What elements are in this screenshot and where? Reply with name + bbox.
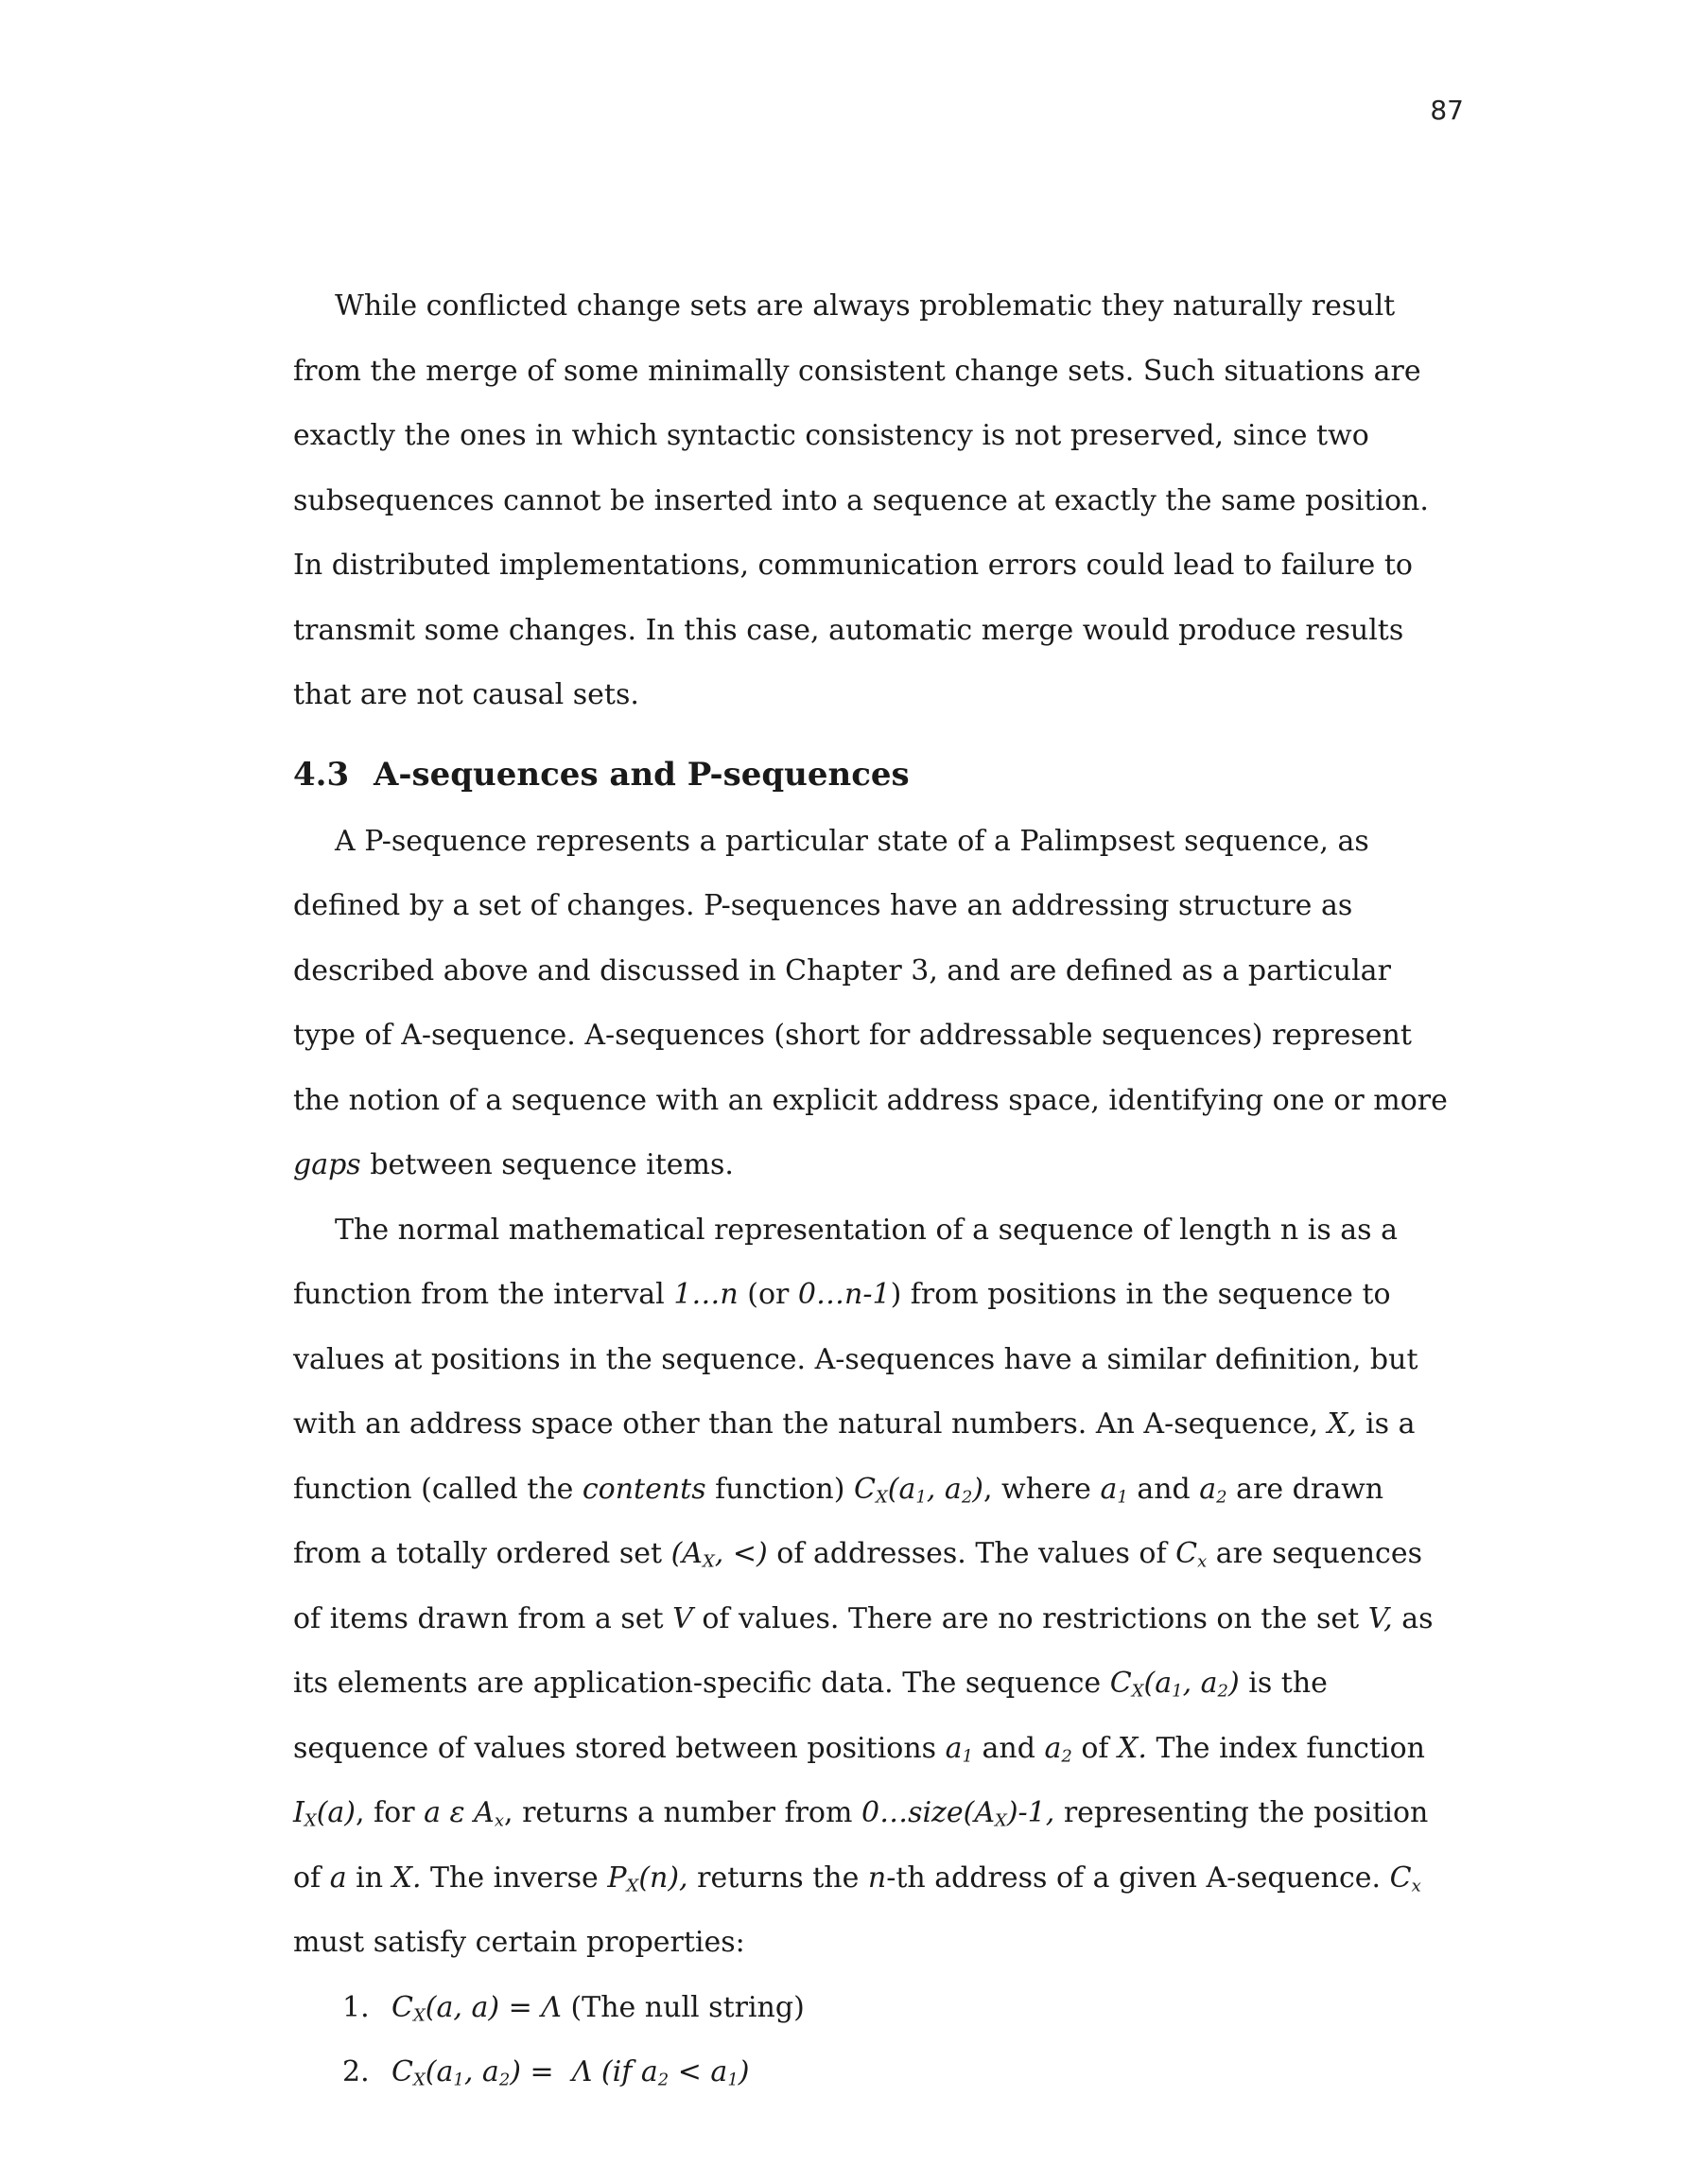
contents-function: $C_X(a_1$, $a_2$) bbox=[854, 1472, 983, 1507]
index-function: $I_X(a)$ bbox=[293, 1796, 356, 1831]
paragraph-p-sequence-definition: A P-sequence represents a particular state of a Palimpsest sequence, as defined by a set of changes. P-sequences have an addressing structure as described above and discussed in Chapter 3, and are defined as a particular type of A-sequence. A-sequences (short for addressable sequences) represent the notion of a sequence with an explicit address space, identifying one or more gaps between sequence items. bbox=[293, 824, 1448, 1181]
page-number: 87 bbox=[1430, 95, 1464, 126]
section-heading bbox=[293, 751, 1454, 798]
inverse-function: $P_X(n)$, bbox=[607, 1861, 688, 1896]
section-title: A-sequences and P-sequences bbox=[374, 755, 910, 794]
properties-list bbox=[293, 1976, 1454, 2105]
list-item: 2. $C_X(a_1$, $a_2) = \Lambda$ (if $a_2 < a_1$) bbox=[342, 2055, 750, 2090]
page-content bbox=[293, 274, 1454, 2105]
paragraph-conflicted-change-sets: While conflicted change sets are always problematic they naturally result from the merge of some minimally consistent change sets. Such situations are exactly the ones in which syntactic consistency is not preserved, since two subsequences cannot be inserted into a sequence at exactly the same position. In distributed implementations, communication errors could lead to failure to transmit some changes. In this case, automatic merge would produce results that are not causal sets. bbox=[293, 289, 1429, 711]
gaps-term: gaps bbox=[293, 1148, 361, 1181]
list-item: 1. $C_X(a$, a) = Λ (The null string) bbox=[342, 1990, 805, 2025]
section-number: 4.3 bbox=[293, 755, 350, 794]
paragraph-a-sequence-definition: The normal mathematical representation of a sequence of length n is as a function from the interval 1…n (or 0…n-1) from positions in the sequence to values at positions in the sequence. A-sequences have a similar definition, but with an address space other than the natural numbers. An A-sequence, X, is a function (called the contents function) $C_X(a_1$, $a_2$), where $a_1$ and $a_2$ are drawn from a totally ordered set ($A_X$, <) of addresses. The values of $C_x$ are sequences of items drawn from a set V of values. There are no restrictions on the set V, as its elements are application-specific data. The sequence $C_X(a_1$, $a_2$) is the sequence of values stored between positions $a_1$ and $a_2$ of X. The index function $I_X(a)$, for a ε $A_x$, returns a number from $0\dots size(A_X)-1$, representing the position of a in X. The inverse $P_X(n)$, returns the n-th address of a given A-sequence. $C_x$ must satisfy certain properties: bbox=[293, 1213, 1434, 1959]
